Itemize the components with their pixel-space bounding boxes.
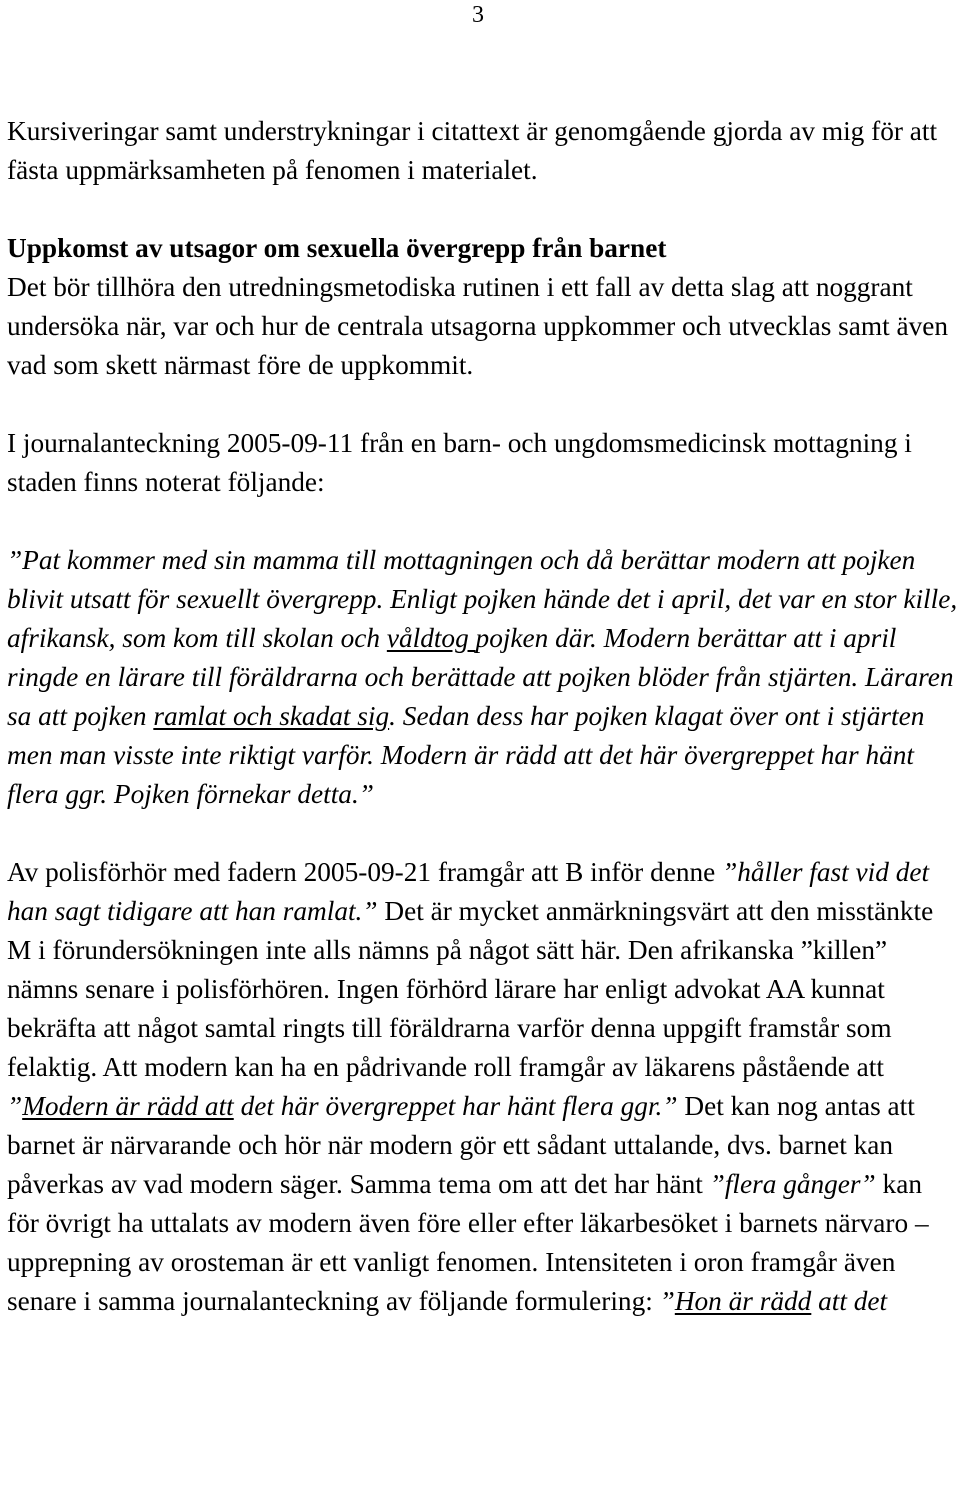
quoted-text: det här övergreppet har hänt flera ggr.” (233, 1091, 678, 1121)
body-text: Det kan nog antas att barnet är närvarande och hör när modern gör ett sådant uttalande, dvs. barnet kan påverkas av vad modern säger. Samma tema om att det har hänt (7, 1091, 915, 1199)
quoted-text-tail: att det (811, 1286, 888, 1316)
document-body (7, 112, 959, 1321)
quoted-text: ”flera gånger” (709, 1169, 876, 1199)
body-text: kan för övrigt ha uttalats av modern även före eller efter läkarbesöket i barnets närvaro – upprepning av orosteman är ett vanligt fenomen. Intensiteten i oron framgår även senare i samma journalanteckning av följande formulering: (7, 1169, 929, 1316)
page-number: 3 (472, 2, 484, 28)
analysis-paragraph (7, 853, 959, 1321)
quote-mark: ” (659, 1286, 675, 1316)
quote-mark: ” (7, 1091, 23, 1121)
section-paragraph (7, 229, 959, 385)
quoted-underlined-text: Modern är rädd att (22, 1091, 234, 1121)
body-text: Det är mycket anmärkningsvärt att den misstänkte M i förundersökningen inte alls nämns på något sätt här. Den afrikanska ”killen” nämns senare i polisförhören. Ingen förhörd lärare har enligt advokat AA kunnat bekräfta att något samtal ringts till föräldrarna varför denna uppgift framstår som felaktig. Att modern kan ha en pådrivande roll framgår av läkarens påstående att (7, 896, 934, 1082)
quoted-underlined-text: Hon är rädd (674, 1286, 812, 1316)
quote-underlined-text: ramlat och skadat sig (153, 701, 390, 731)
quoted-text: ”håller fast vid det han sagt tidigare att han ramlat.” (7, 857, 930, 926)
journal-quote (7, 541, 959, 814)
quoted-text (7, 1091, 234, 1121)
quoted-text (660, 1286, 888, 1316)
body-text: Av polisförhör med fadern 2005-09-21 framgår att B inför denne (7, 857, 723, 887)
quote-text: pojken där. Modern berättar att i april ringde en lärare till föräldrarna och berättade att pojken blöder från stjärten. Läraren sa att pojken (7, 623, 954, 731)
quote-underlined-text: våldtog (386, 623, 476, 653)
quote-text: . Sedan dess har pojken klagat över ont i stjärten men man visste inte riktigt varför. Modern är rädd att det här övergreppet har hänt flera ggr. Pojken förnekar detta.” (7, 701, 925, 809)
section-heading: Uppkomst av utsagor om sexuella övergrepp från barnet (7, 233, 667, 263)
quote-text: ”Pat kommer med sin mamma till mottagningen och då berättar modern att pojken blivit utsatt för sexuellt övergrepp. Enligt pojken hände det i april, det var en stor kille, afrikansk, som kom till skolan och (7, 545, 958, 653)
intro-paragraph: Kursiveringar samt understrykningar i citattext är genomgående gjorda av mig för att fästa uppmärksamheten på fenomen i materialet. (7, 116, 938, 185)
journal-intro-paragraph: I journalanteckning 2005-09-11 från en barn- och ungdomsmedicinsk mottagning i staden finns noterat följande: (7, 428, 912, 497)
section-body: Det bör tillhöra den utredningsmetodiska rutinen i ett fall av detta slag att noggrant undersöka när, var och hur de centrala utsagorna uppkommer och utvecklas samt även vad som skett närmast före de uppkommit. (7, 272, 949, 380)
